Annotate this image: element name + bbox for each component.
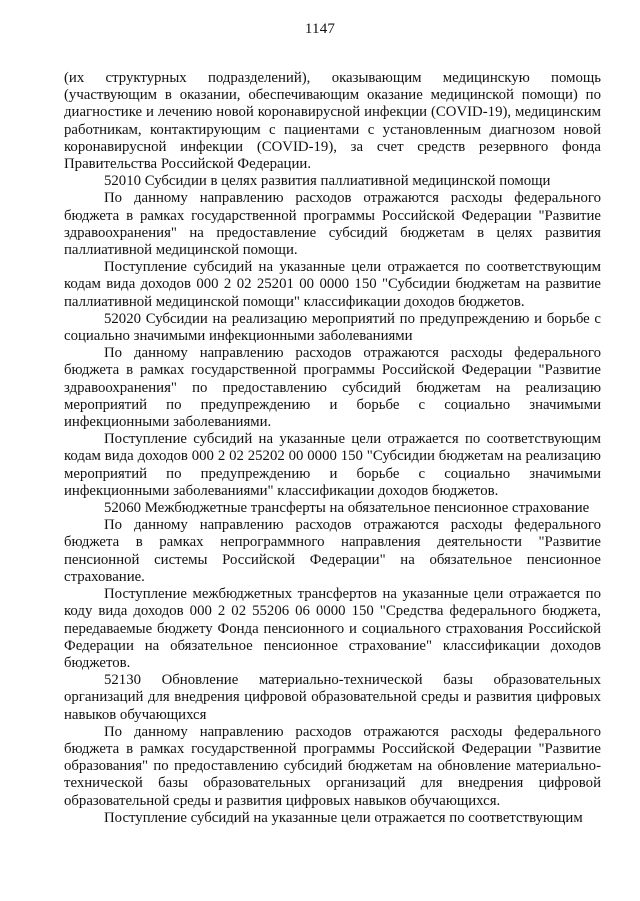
paragraph-continuation: (их структурных подразделений), оказывающим медицинскую помощь (участвующим в оказании, обеспечивающим оказание медицинской помощи) по диагностике и лечению новой коронавирусной инфекции (COVID-19), медицинским работникам, контактирующим с пациентами с установленным диагнозом новой коронавирусной инфекции (COVID-19), за счет средств резервного фонда Правительства Российской Федерации. <box>64 70 601 173</box>
paragraph: Поступление субсидий на указанные цели отражается по соответствующим кодам вида доходов 000 2 02 25202 00 0000 150 "Субсидии бюджетам на реализацию мероприятий по предупреждению и борьбе с социально значимыми инфекционными заболеваниями" классификации доходов бюджетов. <box>64 431 601 499</box>
paragraph: По данному направлению расходов отражаются расходы федерального бюджета в рамках государственной программы Российской Федерации "Развитие образования" по предоставлению субсидий бюджетам на обновление материально-технической базы образовательных организаций для внедрения цифровой образовательной среды и развития цифровых навыков обучающихся. <box>64 723 601 809</box>
paragraph: Поступление межбюджетных трансфертов на указанные цели отражается по коду вида доходов 000 2 02 55206 06 0000 150 "Средства федерального бюджета, передаваемые бюджету Фонда пенсионного и социального страхования Российской Федерации на обязательное пенсионное страхование" классификации доходов бюджетов. <box>64 586 601 671</box>
document-body <box>64 70 601 827</box>
section-heading-52010: 52010 Субсидии в целях развития паллиативной медицинской помощи <box>104 173 551 190</box>
paragraph: По данному направлению расходов отражаются расходы федерального бюджета в рамках непрограммного направления деятельности "Развитие пенсионной системы Российской Федерации" на обязательное пенсионное страхование. <box>64 517 601 585</box>
page-number: 1147 <box>304 21 336 37</box>
section-heading-52020: 52020 Субсидии на реализацию мероприятий по предупреждению и борьбе с социально значимыми инфекционными заболеваниями <box>64 310 601 345</box>
section-heading-52060: 52060 Межбюджетные трансферты на обязательное пенсионное страхование <box>104 500 590 517</box>
paragraph: По данному направлению расходов отражаются расходы федерального бюджета в рамках государственной программы Российской Федерации "Развитие здравоохранения" на предоставление субсидий бюджетам в целях развития паллиативной медицинской помощи. <box>64 190 601 259</box>
paragraph: Поступление субсидий на указанные цели отражается по соответствующим кодам вида доходов 000 2 02 25201 00 0000 150 "Субсидии бюджетам на развитие паллиативной медицинской помощи" классификации доходов бюджетов. <box>64 259 601 310</box>
paragraph-truncated: Поступление субсидий на указанные цели отражается по соответствующим <box>104 809 583 826</box>
section-heading-52130: 52130 Обновление материально-технической базы образовательных организаций для внедрения цифровой образовательной среды и развития цифровых навыков обучающихся <box>64 672 601 723</box>
paragraph: По данному направлению расходов отражаются расходы федерального бюджета в рамках государственной программы Российской Федерации "Развитие здравоохранения" по предоставлению субсидий бюджетам на реализацию мероприятий по предупреждению и борьбе с социально значимыми инфекционными заболеваниями. <box>64 345 601 431</box>
